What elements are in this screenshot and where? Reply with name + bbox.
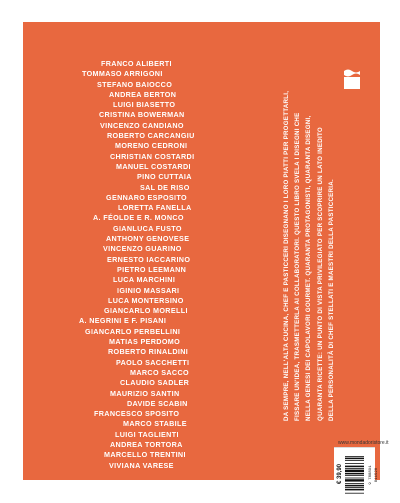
author-name: FRANCO ALIBERTI xyxy=(101,59,172,68)
author-name: ANTHONY GENOVESE xyxy=(106,234,190,244)
author-name: MARCO STABILE xyxy=(123,419,187,429)
author-name: ROBERTO RINALDINI xyxy=(108,347,189,357)
author-name: ANDREA TORTORA xyxy=(110,439,183,449)
author-name: MAURIZIO SANTIN xyxy=(110,388,180,398)
author-name: GIANCARLO MORELLI xyxy=(104,306,188,316)
website-url: www.mondadoristore.it xyxy=(338,440,389,446)
author-name: CLAUDIO SADLER xyxy=(120,378,190,388)
author-name: TOMMASO ARRIGONI xyxy=(82,69,163,79)
description-line-5: DELLA PERSONALITÀ DI CHEF STELLATI E MAESTRI DELLA PASTICCERIA. xyxy=(327,179,335,421)
author-name: STEFANO BAIOCCO xyxy=(97,79,173,89)
author-name: ANDREA BERTON xyxy=(109,89,177,99)
author-name: GIANCARLO PERBELLINI xyxy=(85,326,181,336)
isbn-number: 9 788891 811520 xyxy=(369,465,379,485)
description-line-4: QUARANTA RICETTE: UN PUNTO DI VISTA PRIVILEGIATO PER SCOPRIRE UN LATO INEDITO xyxy=(316,127,324,421)
author-name: VIVIANA VARESE xyxy=(109,460,174,470)
author-name: ROBERTO CARCANGIU xyxy=(107,131,195,141)
author-name: LORETTA FANELLA xyxy=(118,203,192,213)
author-name: MANUEL COSTARDI xyxy=(116,161,191,171)
author-name: A. FÉOLDE E R. MONCO xyxy=(93,213,184,223)
author-name: GIANLUCA FUSTO xyxy=(113,223,182,233)
author-name: A. NEGRINI E F. PISANI xyxy=(79,316,167,326)
author-name: LUIGI TAGLIENTI xyxy=(115,429,179,439)
author-name: LUCA MARCHINI xyxy=(113,275,176,285)
author-name: PINO CUTTAIA xyxy=(137,172,192,182)
author-name: VINCENZO CANDIANO xyxy=(100,120,184,130)
author-name: MARCELLO TRENTINI xyxy=(104,450,186,460)
author-name: MARCO SACCO xyxy=(130,367,189,377)
author-name: ERNESTO IACCARINO xyxy=(107,254,191,264)
publisher-flag-logo-icon xyxy=(342,68,361,90)
author-name: IGINIO MASSARI xyxy=(117,285,180,295)
author-name: GENNARO ESPOSITO xyxy=(106,192,187,202)
author-name: MORENO CEDRONI xyxy=(115,141,188,151)
author-name: CRISTINA BOWERMAN xyxy=(99,110,185,120)
author-name: PIETRO LEEMANN xyxy=(117,264,187,274)
description-line-3: NELLA GENESI DEI CAPOLAVORI GOURMET. QUARANTA PROTAGONISTI, QUARANTA DISEGNI, xyxy=(305,115,313,421)
author-name: FRANCESCO SPOSITO xyxy=(94,409,180,419)
description-line-2: FISSARE UN'IDEA, TRASMETTERLA AI COLLABORATORI. QUESTO LIBRO SVELA I DISEGNI CHE xyxy=(294,112,302,421)
description-line-1: DA SEMPRE, NELL'ALTA CUCINA, CHEF E PASTICCERI DISEGNANO I LORO PIATTI PER PROGETTARLI, xyxy=(283,90,290,421)
author-name: SAL DE RISO xyxy=(140,182,190,192)
barcode-area xyxy=(334,447,379,503)
author-name: DAVIDE SCABIN xyxy=(127,398,188,408)
author-name: CHRISTIAN COSTARDI xyxy=(110,151,195,161)
author-name: PAOLO SACCHETTI xyxy=(116,357,190,367)
author-name: LUCA MONTERSINO xyxy=(108,295,184,305)
back-cover-description xyxy=(281,66,363,421)
price-label: € 39,90 xyxy=(337,463,343,485)
author-name: VINCENZO GUARINO xyxy=(103,244,182,254)
book-back-cover xyxy=(23,22,389,485)
author-names-list xyxy=(23,59,243,471)
author-name: LUIGI BIASETTO xyxy=(113,100,176,110)
author-name: MATIAS PERDOMO xyxy=(109,337,181,347)
